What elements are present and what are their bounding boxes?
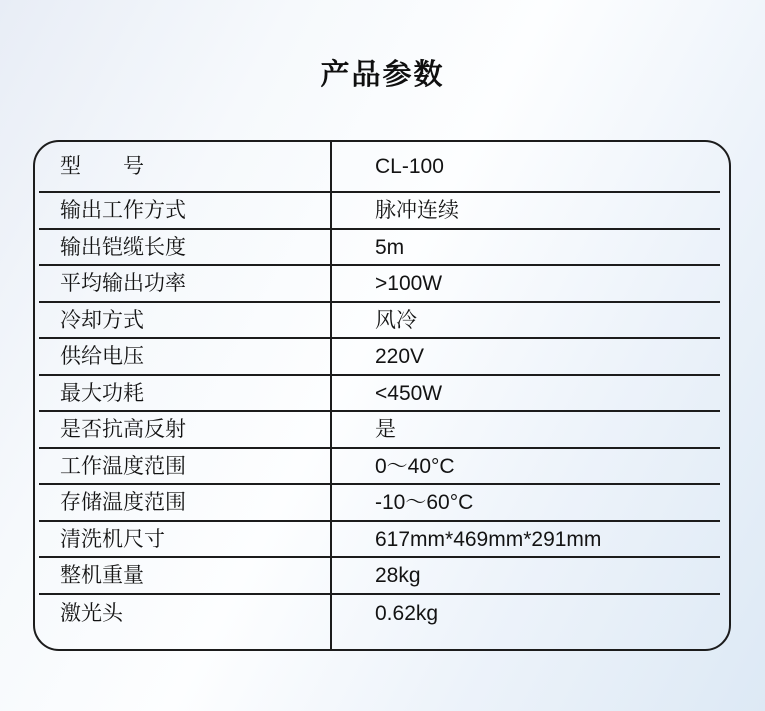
spec-label: 供给电压 (60, 345, 144, 369)
spec-label: 最大功耗 (60, 381, 144, 405)
spec-row (35, 558, 729, 595)
spec-label: 型 号 (60, 155, 144, 179)
spec-value: >100W (375, 272, 443, 296)
spec-label: 平均输出功率 (60, 272, 186, 296)
page-title: 产品参数 (320, 59, 445, 91)
spec-row (35, 193, 729, 230)
spec-value: CL-100 (375, 155, 444, 179)
spec-row (35, 595, 729, 650)
spec-label: 存储温度范围 (60, 491, 186, 515)
spec-value: -10～60°C (375, 491, 474, 515)
spec-label: 工作温度范围 (60, 454, 186, 478)
spec-row (35, 485, 729, 522)
spec-label: 是否抗高反射 (60, 418, 186, 442)
spec-row (35, 522, 729, 559)
spec-row (35, 412, 729, 449)
spec-value: 脉冲连续 (375, 199, 459, 223)
spec-row (35, 230, 729, 267)
spec-value: 0.62kg (375, 601, 439, 625)
spec-value: 0～40°C (375, 454, 455, 478)
spec-value: 风冷 (375, 308, 417, 332)
spec-label: 激光头 (60, 601, 123, 625)
spec-label: 清洗机尺寸 (60, 527, 165, 551)
spec-label: 输出工作方式 (60, 199, 186, 223)
spec-value: 是 (375, 418, 396, 442)
spec-label: 冷却方式 (60, 308, 144, 332)
spec-value: 28kg (375, 564, 421, 588)
spec-row (35, 376, 729, 413)
spec-value: 617mm*469mm*291mm (375, 527, 602, 551)
spec-table (33, 140, 731, 651)
spec-row (35, 339, 729, 376)
spec-row (35, 266, 729, 303)
spec-label: 输出铠缆长度 (60, 235, 186, 259)
spec-value: <450W (375, 381, 443, 405)
spec-value: 5m (375, 235, 405, 259)
spec-row (35, 142, 729, 193)
spec-row (35, 449, 729, 486)
spec-label: 整机重量 (60, 564, 144, 588)
spec-row (35, 303, 729, 340)
spec-value: 220V (375, 345, 425, 369)
